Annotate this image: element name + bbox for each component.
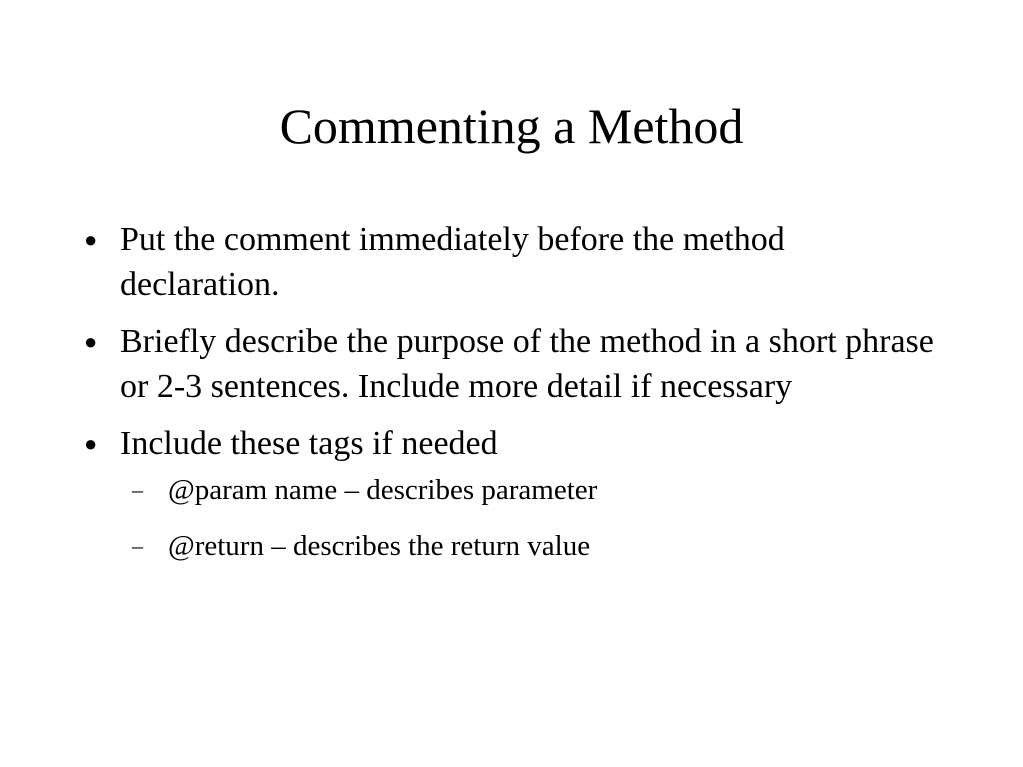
bullet-text: Put the comment immediately before the method declaration. xyxy=(120,221,785,303)
bullet-item xyxy=(84,421,944,466)
subbullet-text: @return – describes the return value xyxy=(168,530,591,562)
subbullet-item xyxy=(132,470,992,510)
bullet-item xyxy=(84,319,944,409)
subbullet-marker: – xyxy=(132,477,143,502)
subbullet-item xyxy=(132,526,992,566)
subbullet-text: @param name – describes parameter xyxy=(168,474,598,506)
bullet-list xyxy=(84,217,944,582)
bullet-marker: ● xyxy=(84,227,98,252)
bullet-marker: ● xyxy=(84,329,98,354)
slide-title: Commenting a Method xyxy=(279,98,744,154)
bullet-marker: ● xyxy=(84,431,98,456)
subbullet-marker: – xyxy=(132,533,143,558)
subbullet-group xyxy=(84,470,944,566)
subbullet-list xyxy=(132,470,992,566)
bullet-text: Briefly describe the purpose of the method in a short phrase or 2-3 sentences. Include more detail if necessary xyxy=(120,323,934,405)
bullet-text: Include these tags if needed xyxy=(120,425,498,462)
bullet-item xyxy=(84,217,944,307)
